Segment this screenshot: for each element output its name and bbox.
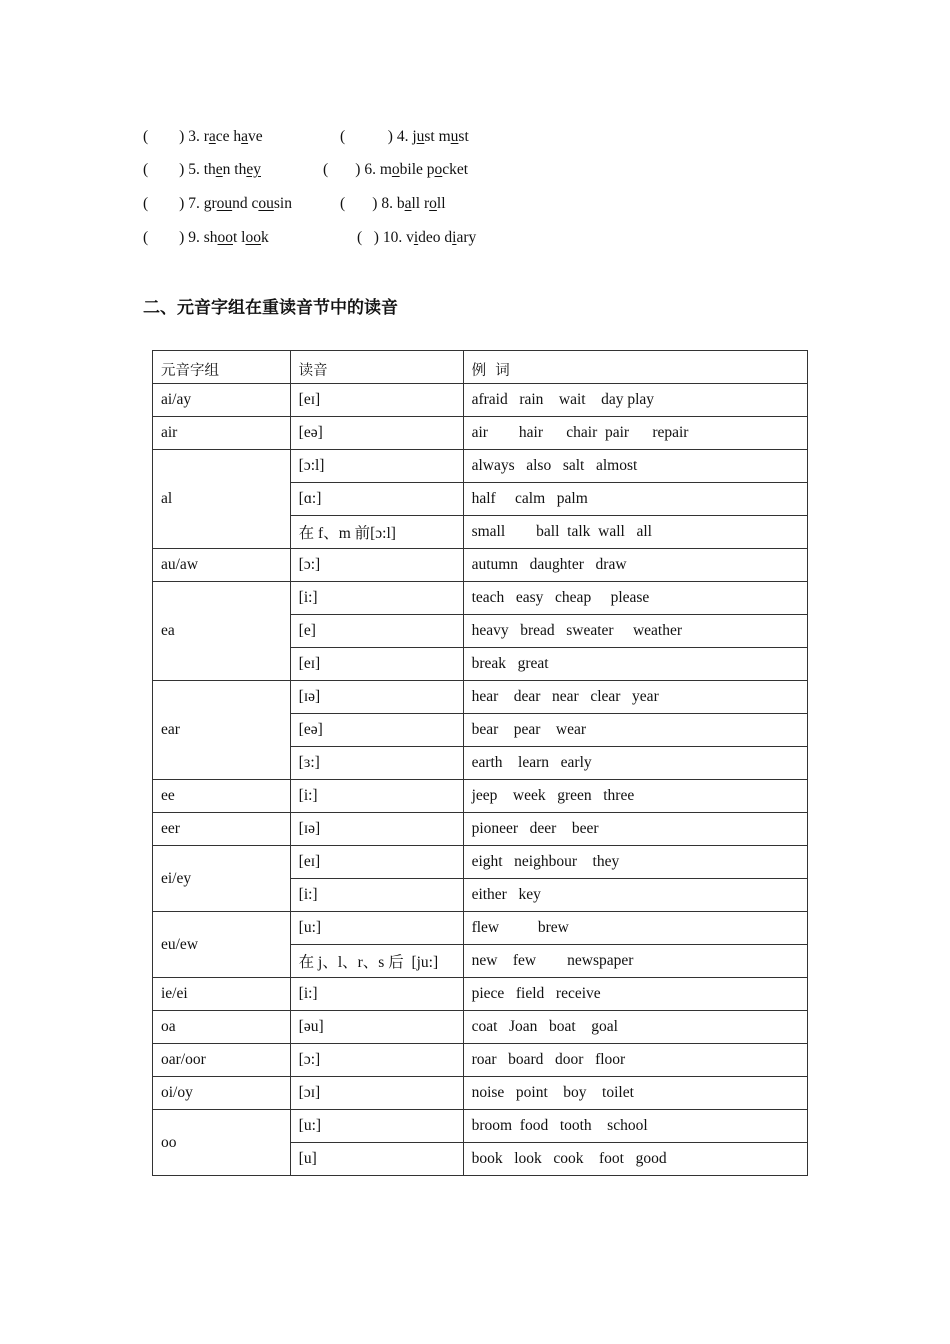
table-row bbox=[153, 1011, 808, 1044]
table-header-row bbox=[153, 351, 808, 384]
exercise-text: k bbox=[261, 229, 269, 246]
exercise-item bbox=[340, 194, 446, 214]
header-examples: 例 词 bbox=[463, 351, 807, 384]
exercise-text: a bbox=[208, 128, 216, 145]
table-row bbox=[153, 846, 808, 879]
exercise-text: t l bbox=[233, 229, 246, 246]
exercise-text: o bbox=[429, 195, 437, 212]
example-words-cell: jeep week green three bbox=[463, 780, 807, 813]
exercise-text: ( bbox=[143, 229, 149, 246]
answer-blank[interactable] bbox=[148, 161, 179, 178]
exercise-item bbox=[143, 228, 269, 248]
exercise-text: ) 9. sh bbox=[179, 229, 218, 246]
answer-blank[interactable] bbox=[148, 128, 179, 145]
vowel-group-cell: oa bbox=[153, 1011, 291, 1044]
vowel-group-cell: ie/ei bbox=[153, 978, 291, 1011]
pronunciation-cell: [i:] bbox=[290, 879, 463, 912]
example-words-cell: pioneer deer beer bbox=[463, 813, 807, 846]
pronunciation-cell: [ɪə] bbox=[290, 681, 463, 714]
exercise-text: ey bbox=[246, 161, 261, 178]
example-words-cell: either key bbox=[463, 879, 807, 912]
exercise-text: ) 5. th bbox=[179, 161, 216, 178]
answer-blank[interactable] bbox=[345, 195, 372, 212]
example-words-cell: roar board door floor bbox=[463, 1044, 807, 1077]
exercise-text: ) 10. v bbox=[373, 229, 414, 246]
example-words-cell: teach easy cheap please bbox=[463, 582, 807, 615]
example-words-cell: small ball talk wall all bbox=[463, 516, 807, 549]
exercise-text: ary bbox=[456, 229, 477, 246]
vowel-group-cell: ee bbox=[153, 780, 291, 813]
table-row bbox=[153, 384, 808, 417]
exercise-text: ( bbox=[143, 195, 149, 212]
pronunciation-cell: [e] bbox=[290, 615, 463, 648]
answer-blank[interactable] bbox=[148, 229, 179, 246]
vowel-group-cell: au/aw bbox=[153, 549, 291, 582]
header-group: 元音字组 bbox=[153, 351, 291, 384]
exercise-item bbox=[143, 160, 261, 180]
table-row bbox=[153, 681, 808, 714]
exercise-text: o bbox=[434, 161, 443, 178]
exercise-text: n th bbox=[222, 161, 247, 178]
exercise-text: ( bbox=[143, 161, 149, 178]
pronunciation-cell: [eə] bbox=[290, 417, 463, 450]
exercise-item bbox=[340, 127, 469, 147]
vowel-group-cell: ai/ay bbox=[153, 384, 291, 417]
exercise-text: ( bbox=[143, 128, 149, 145]
pronunciation-cell: [i:] bbox=[290, 978, 463, 1011]
vowel-group-cell: eer bbox=[153, 813, 291, 846]
pronunciation-cell: [u] bbox=[290, 1143, 463, 1176]
answer-blank[interactable] bbox=[345, 128, 388, 145]
example-words-cell: bear pear wear bbox=[463, 714, 807, 747]
vowel-group-cell: oi/oy bbox=[153, 1077, 291, 1110]
exercise-text: i bbox=[452, 229, 457, 246]
example-words-cell: flew brew bbox=[463, 912, 807, 945]
vowel-group-cell: eu/ew bbox=[153, 912, 291, 978]
exercise-text: o bbox=[391, 161, 400, 178]
exercise-text: sin bbox=[273, 195, 292, 212]
pronunciation-cell: [ɔ:] bbox=[290, 549, 463, 582]
pronunciation-cell: [ɪə] bbox=[290, 813, 463, 846]
table-row bbox=[153, 450, 808, 483]
example-words-cell: heavy bread sweater weather bbox=[463, 615, 807, 648]
table-row bbox=[153, 582, 808, 615]
pronunciation-cell: [ɔ:l] bbox=[290, 450, 463, 483]
example-words-cell: hear dear near clear year bbox=[463, 681, 807, 714]
pronunciation-cell: [eɪ] bbox=[290, 648, 463, 681]
exercise-item bbox=[143, 194, 292, 214]
answer-blank[interactable] bbox=[362, 229, 374, 246]
pronunciation-cell: 在 j、l、r、s 后 [ju:] bbox=[290, 945, 463, 978]
vowel-group-cell: ear bbox=[153, 681, 291, 780]
example-words-cell: always also salt almost bbox=[463, 450, 807, 483]
exercise-text: u bbox=[416, 128, 425, 145]
example-words-cell: earth learn early bbox=[463, 747, 807, 780]
exercise-text: ) 8. b bbox=[372, 195, 405, 212]
pronunciation-cell: [eɪ] bbox=[290, 384, 463, 417]
exercise-text: st bbox=[458, 128, 469, 145]
vowel-table bbox=[152, 350, 808, 1176]
table-row bbox=[153, 780, 808, 813]
answer-blank[interactable] bbox=[328, 161, 355, 178]
example-words-cell: book look cook foot good bbox=[463, 1143, 807, 1176]
section-title: 二、元音字组在重读音节中的读音 bbox=[143, 298, 398, 318]
example-words-cell: break great bbox=[463, 648, 807, 681]
example-words-cell: piece field receive bbox=[463, 978, 807, 1011]
table-row bbox=[153, 1077, 808, 1110]
vowel-group-cell: oo bbox=[153, 1110, 291, 1176]
exercise-text: e bbox=[215, 161, 223, 178]
vowel-group-cell: oar/oor bbox=[153, 1044, 291, 1077]
exercise-text: ( bbox=[323, 161, 329, 178]
exercise-text: u bbox=[450, 128, 459, 145]
exercise-item bbox=[143, 127, 263, 147]
exercise-text: a bbox=[241, 128, 249, 145]
table-row bbox=[153, 912, 808, 945]
example-words-cell: autumn daughter draw bbox=[463, 549, 807, 582]
exercise-text: ) 6. m bbox=[355, 161, 392, 178]
exercise-text: ( bbox=[357, 229, 363, 246]
vowel-group-cell: ei/ey bbox=[153, 846, 291, 912]
table-row bbox=[153, 978, 808, 1011]
pronunciation-cell: 在 f、m 前[ɔ:l] bbox=[290, 516, 463, 549]
example-words-cell: eight neighbour they bbox=[463, 846, 807, 879]
vowel-group-cell: ea bbox=[153, 582, 291, 681]
table-row bbox=[153, 813, 808, 846]
table-row bbox=[153, 549, 808, 582]
table-row bbox=[153, 417, 808, 450]
pronunciation-cell: [i:] bbox=[290, 780, 463, 813]
exercise-text: deo d bbox=[418, 229, 453, 246]
table-row bbox=[153, 1044, 808, 1077]
vowel-group-cell: air bbox=[153, 417, 291, 450]
exercise-text: ( bbox=[340, 195, 346, 212]
exercise-text: ou bbox=[258, 195, 274, 212]
pronunciation-cell: [əu] bbox=[290, 1011, 463, 1044]
exercise-text: ce h bbox=[215, 128, 242, 145]
header-sound: 读音 bbox=[290, 351, 463, 384]
exercise-text: ( bbox=[340, 128, 346, 145]
pronunciation-cell: [u:] bbox=[290, 1110, 463, 1143]
example-words-cell: air hair chair pair repair bbox=[463, 417, 807, 450]
exercise-text: oo bbox=[245, 229, 261, 246]
pronunciation-cell: [eə] bbox=[290, 714, 463, 747]
exercise-text: ll r bbox=[411, 195, 430, 212]
pronunciation-cell: [ɜ:] bbox=[290, 747, 463, 780]
exercise-item bbox=[323, 160, 468, 180]
vowel-group-cell: al bbox=[153, 450, 291, 549]
exercise-text: bile p bbox=[399, 161, 435, 178]
example-words-cell: afraid rain wait day play bbox=[463, 384, 807, 417]
exercise-text: ou bbox=[216, 195, 233, 212]
exercise-text: st m bbox=[424, 128, 451, 145]
exercise-text: ll bbox=[436, 195, 446, 212]
example-words-cell: noise point boy toilet bbox=[463, 1077, 807, 1110]
example-words-cell: half calm palm bbox=[463, 483, 807, 516]
table-row bbox=[153, 1110, 808, 1143]
pronunciation-cell: [i:] bbox=[290, 582, 463, 615]
exercise-text: ) 4. j bbox=[387, 128, 417, 145]
exercise-text: oo bbox=[217, 229, 233, 246]
example-words-cell: coat Joan boat goal bbox=[463, 1011, 807, 1044]
pronunciation-cell: [ɔɪ] bbox=[290, 1077, 463, 1110]
pronunciation-cell: [eɪ] bbox=[290, 846, 463, 879]
exercise-text: a bbox=[404, 195, 412, 212]
pronunciation-cell: [ɑ:] bbox=[290, 483, 463, 516]
exercise-text: ) 7. gr bbox=[179, 195, 217, 212]
exercise-text: ) 3. r bbox=[179, 128, 209, 145]
exercise-item bbox=[357, 228, 476, 248]
example-words-cell: broom food tooth school bbox=[463, 1110, 807, 1143]
exercise-text: i bbox=[413, 229, 419, 246]
answer-blank[interactable] bbox=[148, 195, 179, 212]
pronunciation-cell: [u:] bbox=[290, 912, 463, 945]
pronunciation-cell: [ɔ:] bbox=[290, 1044, 463, 1077]
exercise-text: nd c bbox=[232, 195, 259, 212]
exercise-text: ve bbox=[248, 128, 263, 145]
exercise-text: cket bbox=[442, 161, 469, 178]
example-words-cell: new few newspaper bbox=[463, 945, 807, 978]
